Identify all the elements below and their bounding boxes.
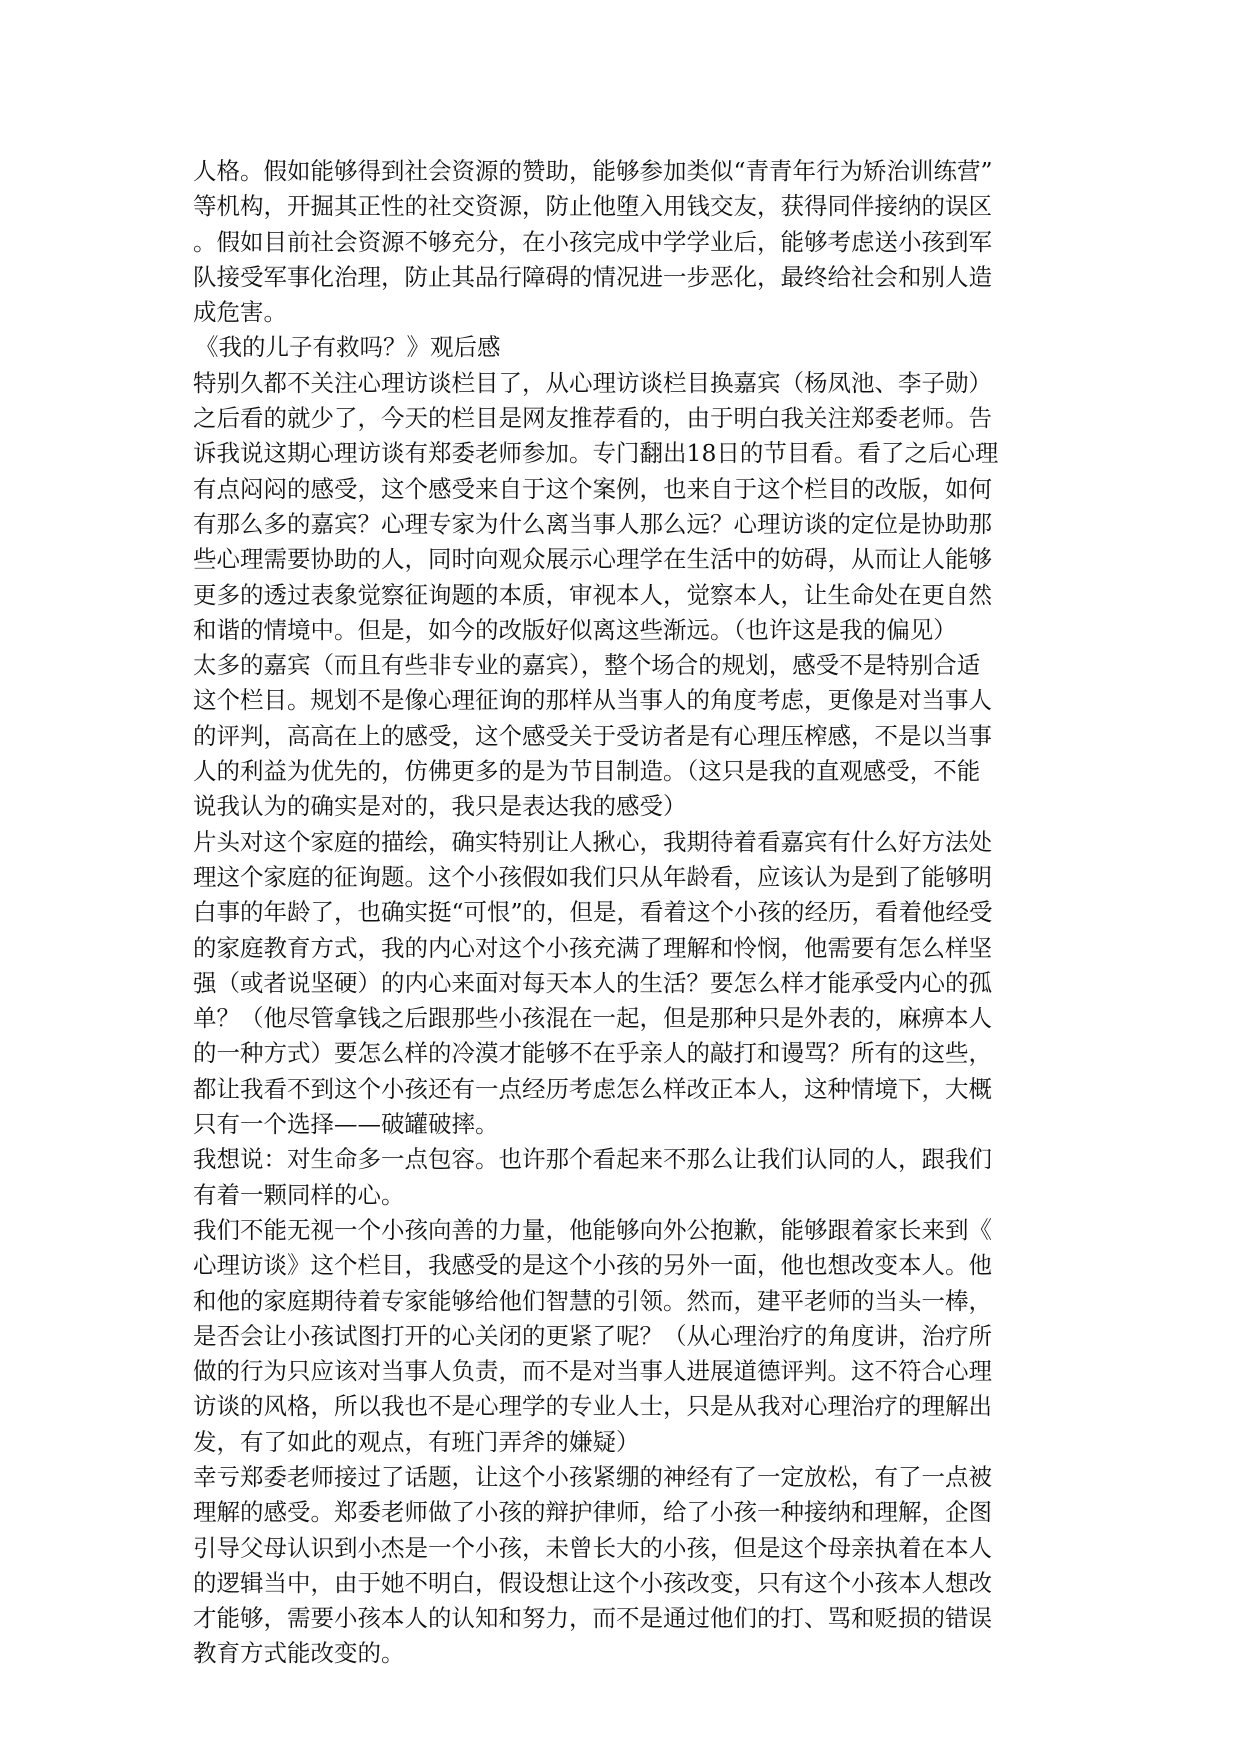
text-line: 的逻辑当中，由于她不明白，假设想让这个小孩改变，只有这个小孩本人想改 [193,1568,992,1597]
text-line: 我们不能无视一个小孩向善的力量，他能够向外公抱歉，能够跟着家长来到《 [193,1215,992,1244]
text-line: 只有一个选择——破罐破摔。 [193,1110,499,1139]
text-line: 发，有了如此的观点，有班门弄斧的嫌疑） [193,1427,640,1456]
paragraph-1 [193,366,1053,648]
text-line: 教育方式能改变的。 [193,1639,405,1668]
text-line: 理解的感受。郑委老师做了小孩的辩护律师，给了小孩一种接纳和理解，企图 [193,1498,992,1527]
text-line: 和谐的情境中。但是，如今的改版好似离这些渐远。（也许这是我的偏见） [193,615,957,644]
text-line: 有那么多的嘉宾？心理专家为什么离当事人那么远？心理访谈的定位是协助那 [193,509,992,538]
text-line: 特别久都不关注心理访谈栏目了，从心理访谈栏目换嘉宾（杨凤池、李子勋） [193,368,992,397]
text-line: 这个栏目。规划不是像心理征询的那样从当事人的角度考虑，更像是对当事人 [193,686,992,715]
text-line: 是否会让小孩试图打开的心关闭的更紧了呢？（从心理治疗的角度讲，治疗所 [193,1321,992,1350]
paragraph-3 [193,825,1053,1143]
text-line: 心理访谈》这个栏目，我感受的是这个小孩的另外一面，他也想改变本人。他 [193,1251,992,1280]
paragraph-4 [193,1142,1053,1213]
text-line: 成危害。 [193,298,287,327]
text-line: 做的行为只应该对当事人负责，而不是对当事人进展道德评判。这不符合心理 [193,1357,992,1386]
paragraph-2 [193,648,1053,824]
text-line: 我想说：对生命多一点包容。也许那个看起来不那么让我们认同的人，跟我们 [193,1145,992,1174]
title-line: 《我的儿子有救吗？》观后感 [195,333,501,362]
text-line: 些心理需要协助的人，同时向观众展示心理学在生活中的妨碍，从而让人能够 [193,545,992,574]
text-line: 等机构，开掘其正性的社交资源，防止他堕入用钱交友，获得同伴接纳的误区 [193,192,992,221]
text-line: 片头对这个家庭的描绘，确实特别让人揪心，我期待着看嘉宾有什么好方法处 [193,827,992,856]
text-line: 访谈的风格，所以我也不是心理学的专业人士，只是从我对心理治疗的理解出 [193,1392,992,1421]
paragraph-intro-continuation [193,154,1053,330]
text-line: 太多的嘉宾（而且有些非专业的嘉宾），整个场合的规划，感受不是特别合适 [193,651,981,680]
document-body [193,154,1053,1672]
text-line: 有点闷闷的感受，这个感受来自于这个案例，也来自于这个栏目的改版，如何 [193,474,992,503]
text-line: 人格。假如能够得到社会资源的赞助，能够参加类似“青青年行为矫治训练营” [193,157,993,185]
text-line: 幸亏郑委老师接过了话题，让这个小孩紧绷的神经有了一定放松，有了一点被 [193,1462,992,1491]
text-line: 人的利益为优先的，仿佛更多的是为节目制造。（这只是我的直观感受，不能 [193,757,981,786]
text-line: 有着一颗同样的心。 [193,1180,405,1209]
text-line: 单？（他尽管拿钱之后跟那些小孩混在一起，但是那种只是外表的，麻痹本人 [193,1004,992,1033]
text-line: 的家庭教育方式，我的内心对这个小孩充满了理解和怜悯，他需要有怎么样坚 [193,933,992,962]
text-line: 。假如目前社会资源不够充分，在小孩完成中学学业后，能够考虑送小孩到军 [193,227,992,256]
text-line: 理这个家庭的征询题。这个小孩假如我们只从年龄看，应该认为是到了能够明 [193,862,992,891]
text-line: 说我认为的确实是对的，我只是表达我的感受） [193,792,687,821]
paragraph-6 [193,1460,1053,1672]
text-line: 之后看的就少了，今天的栏目是网友推荐看的，由于明白我关注郑委老师。告 [193,404,992,433]
article-title [193,330,1053,365]
text-line: 的评判，高高在上的感受，这个感受关于受访者是有心理压榨感，不是以当事 [193,721,992,750]
text-line: 白事的年龄了，也确实挺“可恨”的，但是，看着这个小孩的经历，看着他经受 [193,898,993,927]
text-line: 和他的家庭期待着专家能够给他们智慧的引领。然而，建平老师的当头一棒， [193,1286,992,1315]
text-line: 的一种方式）要怎么样的冷漠才能够不在乎亲人的敲打和谩骂？所有的这些， [193,1039,992,1068]
text-line: 都让我看不到这个小孩还有一点经历考虑怎么样改正本人，这种情境下，大概 [193,1074,992,1103]
text-line: 更多的透过表象觉察征询题的本质，审视本人，觉察本人，让生命处在更自然 [193,580,992,609]
text-line: 诉我说这期心理访谈有郑委老师参加。专门翻出18日的节目看。看了之后心理 [193,439,999,468]
text-line: 强（或者说坚硬）的内心来面对每天本人的生活？要怎么样才能承受内心的孤 [193,968,992,997]
paragraph-5 [193,1213,1053,1460]
text-line: 队接受军事化治理，防止其品行障碍的情况进一步恶化，最终给社会和别人造 [193,262,992,291]
text-line: 才能够，需要小孩本人的认知和努力，而不是通过他们的打、骂和贬损的错误 [193,1604,992,1633]
text-line: 引导父母认识到小杰是一个小孩，未曾长大的小孩，但是这个母亲执着在本人 [193,1533,992,1562]
